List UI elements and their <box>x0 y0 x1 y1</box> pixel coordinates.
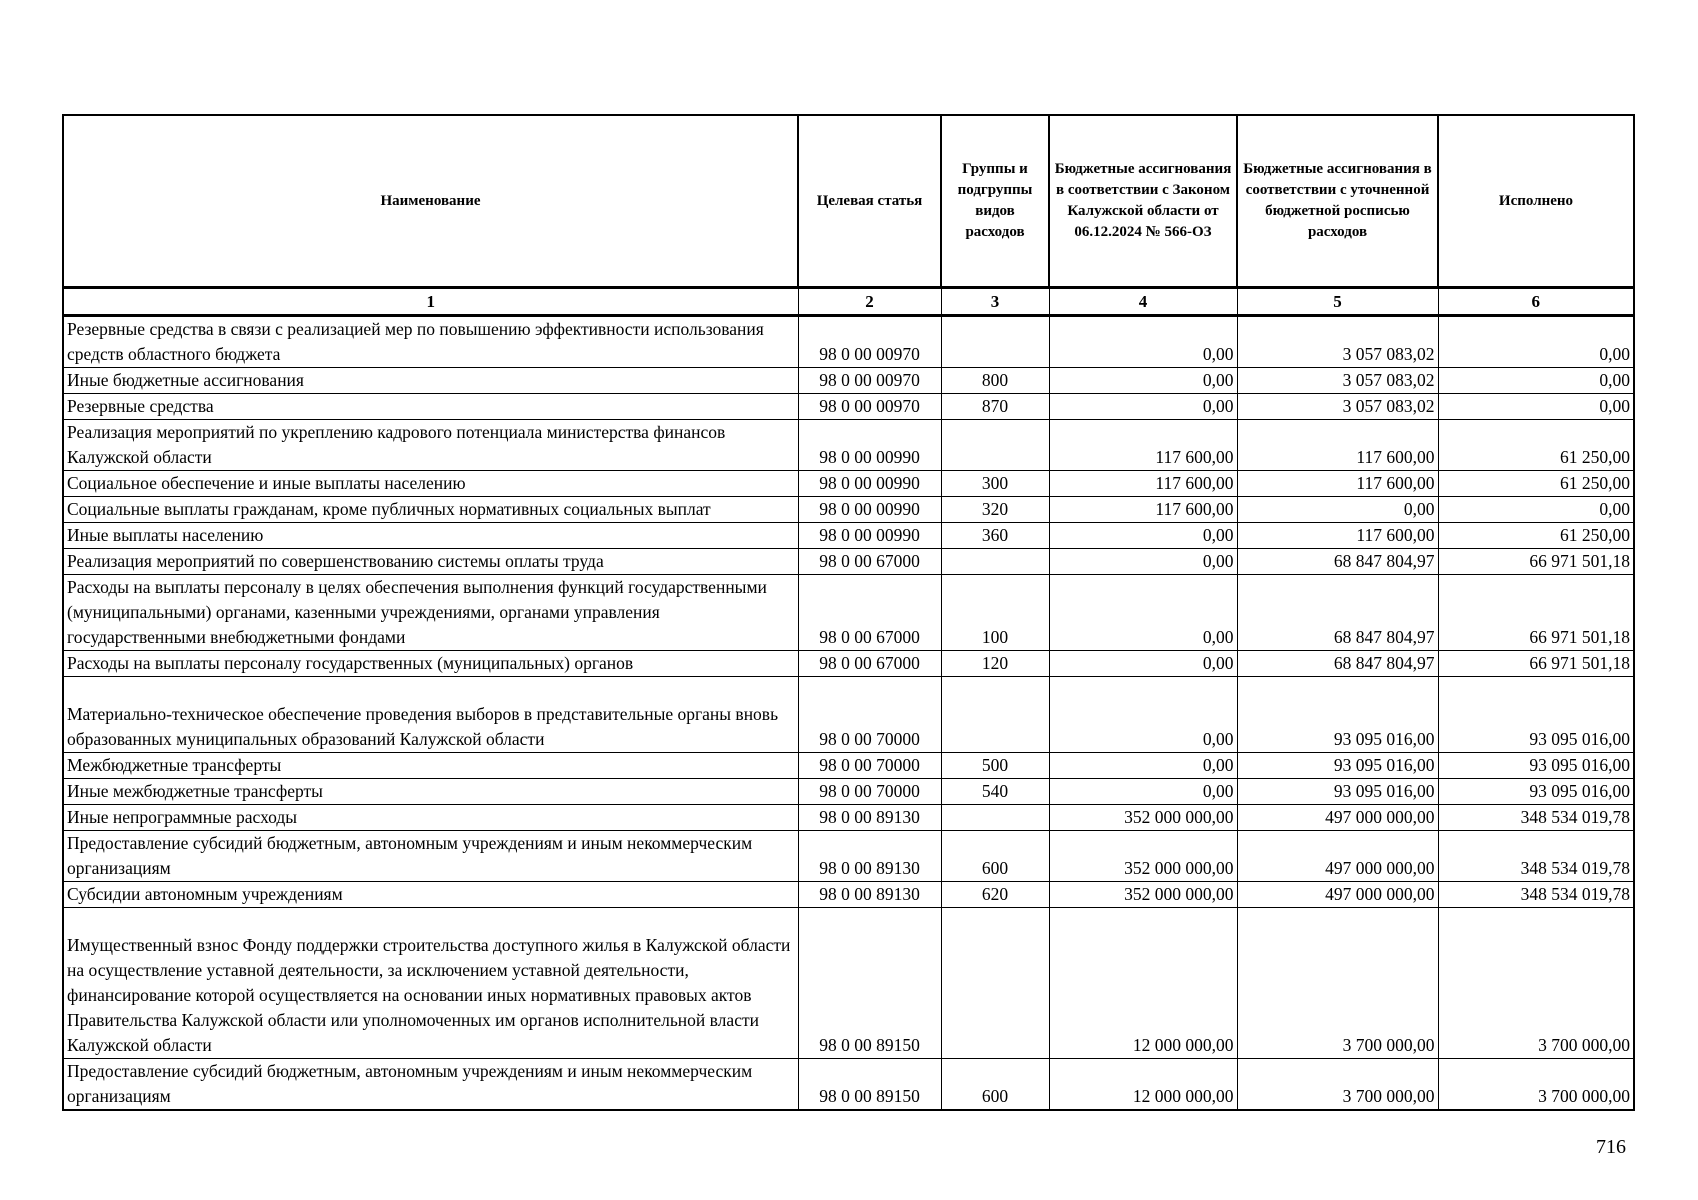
budget-table-sheet <box>62 114 1633 1111</box>
header-name: Наименование <box>63 115 798 288</box>
row-target-article: 98 0 00 89130 <box>798 882 941 908</box>
row-expense-group: 300 <box>941 471 1049 497</box>
row-name: Межбюджетные трансферты <box>63 753 798 779</box>
row-target-article: 98 0 00 70000 <box>798 779 941 805</box>
row-expense-group: 120 <box>941 651 1049 677</box>
row-law-amount: 117 600,00 <box>1049 420 1237 471</box>
row-revised-amount: 3 700 000,00 <box>1237 1059 1438 1111</box>
page-number: 716 <box>1596 1136 1626 1158</box>
table-row <box>63 677 1634 753</box>
row-revised-amount: 3 057 083,02 <box>1237 316 1438 368</box>
row-target-article: 98 0 00 00970 <box>798 368 941 394</box>
row-name: Материально-техническое обеспечение проведения выборов в представительные органы вновь образованных муниципальных образований Калужской области <box>63 677 798 753</box>
header-law-allocations: Бюджетные ассигнования в соответствии с Законом Калужской области от 06.12.2024 № 566-ОЗ <box>1049 115 1237 288</box>
row-expense-group: 540 <box>941 779 1049 805</box>
row-law-amount: 117 600,00 <box>1049 497 1237 523</box>
row-target-article: 98 0 00 89130 <box>798 831 941 882</box>
row-executed-amount: 0,00 <box>1438 316 1634 368</box>
row-target-article: 98 0 00 00990 <box>798 471 941 497</box>
row-executed-amount: 61 250,00 <box>1438 420 1634 471</box>
row-revised-amount: 93 095 016,00 <box>1237 779 1438 805</box>
row-law-amount: 0,00 <box>1049 549 1237 575</box>
table-row <box>63 651 1634 677</box>
row-target-article: 98 0 00 70000 <box>798 677 941 753</box>
row-law-amount: 0,00 <box>1049 523 1237 549</box>
row-revised-amount: 497 000 000,00 <box>1237 831 1438 882</box>
row-expense-group: 320 <box>941 497 1049 523</box>
budget-table <box>62 114 1635 1111</box>
row-expense-group: 800 <box>941 368 1049 394</box>
table-row <box>63 753 1634 779</box>
row-revised-amount: 497 000 000,00 <box>1237 805 1438 831</box>
row-executed-amount: 66 971 501,18 <box>1438 549 1634 575</box>
row-executed-amount: 348 534 019,78 <box>1438 882 1634 908</box>
row-executed-amount: 66 971 501,18 <box>1438 575 1634 651</box>
table-row <box>63 394 1634 420</box>
table-row <box>63 908 1634 1059</box>
row-executed-amount: 3 700 000,00 <box>1438 1059 1634 1111</box>
row-law-amount: 0,00 <box>1049 316 1237 368</box>
row-target-article: 98 0 00 70000 <box>798 753 941 779</box>
row-name: Иные бюджетные ассигнования <box>63 368 798 394</box>
row-target-article: 98 0 00 00990 <box>798 523 941 549</box>
row-name: Расходы на выплаты персоналу государственных (муниципальных) органов <box>63 651 798 677</box>
row-revised-amount: 117 600,00 <box>1237 523 1438 549</box>
row-law-amount: 0,00 <box>1049 779 1237 805</box>
table-row <box>63 1059 1634 1111</box>
row-executed-amount: 0,00 <box>1438 394 1634 420</box>
column-number: 2 <box>798 288 941 316</box>
row-executed-amount: 61 250,00 <box>1438 471 1634 497</box>
row-law-amount: 0,00 <box>1049 394 1237 420</box>
column-number: 5 <box>1237 288 1438 316</box>
row-expense-group: 100 <box>941 575 1049 651</box>
row-executed-amount: 93 095 016,00 <box>1438 753 1634 779</box>
row-expense-group <box>941 316 1049 368</box>
row-law-amount: 0,00 <box>1049 575 1237 651</box>
row-expense-group: 500 <box>941 753 1049 779</box>
row-name: Субсидии автономным учреждениям <box>63 882 798 908</box>
table-row <box>63 882 1634 908</box>
row-expense-group <box>941 549 1049 575</box>
row-executed-amount: 348 534 019,78 <box>1438 831 1634 882</box>
row-revised-amount: 3 057 083,02 <box>1237 394 1438 420</box>
table-row <box>63 575 1634 651</box>
row-name: Предоставление субсидий бюджетным, автономным учреждениям и иным некоммерческим организациям <box>63 1059 798 1111</box>
row-name: Расходы на выплаты персоналу в целях обеспечения выполнения функций государственными (муниципальными) органами, казенными учреждениями, органами управления государственными внебюджетными фондами <box>63 575 798 651</box>
row-name: Иные непрограммные расходы <box>63 805 798 831</box>
column-number: 3 <box>941 288 1049 316</box>
row-law-amount: 12 000 000,00 <box>1049 908 1237 1059</box>
row-name: Реализация мероприятий по совершенствованию системы оплаты труда <box>63 549 798 575</box>
header-target-article: Целевая статья <box>798 115 941 288</box>
header-expense-groups: Группы и подгруппы видов расходов <box>941 115 1049 288</box>
row-expense-group: 360 <box>941 523 1049 549</box>
row-law-amount: 0,00 <box>1049 368 1237 394</box>
table-row <box>63 316 1634 368</box>
row-revised-amount: 93 095 016,00 <box>1237 753 1438 779</box>
row-expense-group: 620 <box>941 882 1049 908</box>
row-name: Предоставление субсидий бюджетным, автономным учреждениям и иным некоммерческим организациям <box>63 831 798 882</box>
column-number: 4 <box>1049 288 1237 316</box>
row-target-article: 98 0 00 67000 <box>798 549 941 575</box>
row-target-article: 98 0 00 67000 <box>798 575 941 651</box>
row-law-amount: 12 000 000,00 <box>1049 1059 1237 1111</box>
row-expense-group <box>941 908 1049 1059</box>
table-row <box>63 831 1634 882</box>
row-law-amount: 0,00 <box>1049 677 1237 753</box>
table-row <box>63 549 1634 575</box>
row-law-amount: 352 000 000,00 <box>1049 805 1237 831</box>
table-row <box>63 471 1634 497</box>
row-name: Иные выплаты населению <box>63 523 798 549</box>
header-revised-allocations: Бюджетные ассигнования в соответствии с уточненной бюджетной росписью расходов <box>1237 115 1438 288</box>
table-header-row <box>63 115 1634 288</box>
row-target-article: 98 0 00 89150 <box>798 1059 941 1111</box>
row-revised-amount: 117 600,00 <box>1237 471 1438 497</box>
row-expense-group <box>941 420 1049 471</box>
row-executed-amount: 0,00 <box>1438 497 1634 523</box>
header-executed: Исполнено <box>1438 115 1634 288</box>
row-target-article: 98 0 00 00990 <box>798 420 941 471</box>
row-expense-group <box>941 805 1049 831</box>
row-law-amount: 0,00 <box>1049 753 1237 779</box>
row-revised-amount: 0,00 <box>1237 497 1438 523</box>
row-revised-amount: 117 600,00 <box>1237 420 1438 471</box>
row-target-article: 98 0 00 00990 <box>798 497 941 523</box>
row-name: Социальное обеспечение и иные выплаты населению <box>63 471 798 497</box>
row-expense-group: 600 <box>941 1059 1049 1111</box>
row-law-amount: 117 600,00 <box>1049 471 1237 497</box>
row-expense-group: 870 <box>941 394 1049 420</box>
table-row <box>63 420 1634 471</box>
row-executed-amount: 93 095 016,00 <box>1438 779 1634 805</box>
table-row <box>63 805 1634 831</box>
row-revised-amount: 3 057 083,02 <box>1237 368 1438 394</box>
column-number: 1 <box>63 288 798 316</box>
row-name: Социальные выплаты гражданам, кроме публичных нормативных социальных выплат <box>63 497 798 523</box>
row-executed-amount: 66 971 501,18 <box>1438 651 1634 677</box>
row-law-amount: 352 000 000,00 <box>1049 831 1237 882</box>
column-number: 6 <box>1438 288 1634 316</box>
row-name: Иные межбюджетные трансферты <box>63 779 798 805</box>
table-row <box>63 779 1634 805</box>
row-revised-amount: 497 000 000,00 <box>1237 882 1438 908</box>
row-expense-group <box>941 677 1049 753</box>
row-name: Резервные средства <box>63 394 798 420</box>
row-law-amount: 352 000 000,00 <box>1049 882 1237 908</box>
row-revised-amount: 93 095 016,00 <box>1237 677 1438 753</box>
row-executed-amount: 348 534 019,78 <box>1438 805 1634 831</box>
row-name: Имущественный взнос Фонду поддержки строительства доступного жилья в Калужской области на осуществление уставной деятельности, за исключением уставной деятельности, финансирование которой осуществляется на основании иных нормативных правовых актов Правительства Калужской области или уполномоченных им органов исполнительной власти Калужской области <box>63 908 798 1059</box>
column-number-row <box>63 288 1634 316</box>
row-name: Резервные средства в связи с реализацией мер по повышению эффективности использования средств областного бюджета <box>63 316 798 368</box>
row-target-article: 98 0 00 89130 <box>798 805 941 831</box>
row-name: Реализация мероприятий по укреплению кадрового потенциала министерства финансов Калужской области <box>63 420 798 471</box>
table-row <box>63 368 1634 394</box>
row-target-article: 98 0 00 00970 <box>798 316 941 368</box>
row-executed-amount: 61 250,00 <box>1438 523 1634 549</box>
row-target-article: 98 0 00 89150 <box>798 908 941 1059</box>
row-expense-group: 600 <box>941 831 1049 882</box>
row-law-amount: 0,00 <box>1049 651 1237 677</box>
row-executed-amount: 0,00 <box>1438 368 1634 394</box>
table-row <box>63 497 1634 523</box>
row-executed-amount: 3 700 000,00 <box>1438 908 1634 1059</box>
row-target-article: 98 0 00 67000 <box>798 651 941 677</box>
row-revised-amount: 68 847 804,97 <box>1237 651 1438 677</box>
row-revised-amount: 68 847 804,97 <box>1237 575 1438 651</box>
row-target-article: 98 0 00 00970 <box>798 394 941 420</box>
table-row <box>63 523 1634 549</box>
row-revised-amount: 68 847 804,97 <box>1237 549 1438 575</box>
row-executed-amount: 93 095 016,00 <box>1438 677 1634 753</box>
row-revised-amount: 3 700 000,00 <box>1237 908 1438 1059</box>
